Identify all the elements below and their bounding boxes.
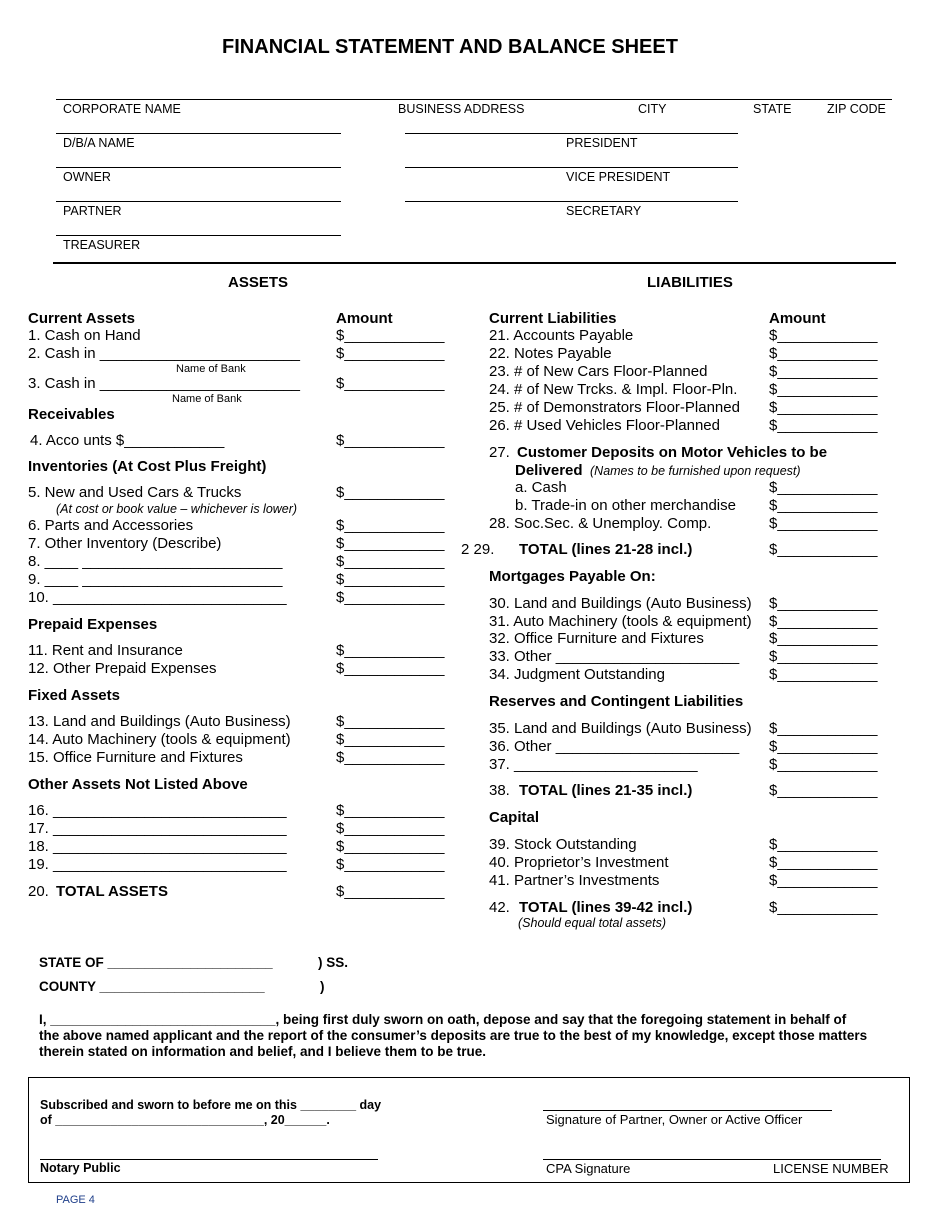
- subscribed-line-1[interactable]: Subscribed and sworn to before me on this ________ day: [40, 1098, 382, 1112]
- liability-amount-25[interactable]: $____________: [769, 399, 878, 416]
- asset-line-20-number: 20.: [28, 883, 49, 900]
- liability-line-42-note: (Should equal total assets): [518, 916, 667, 930]
- liability-line-24: 24. # of New Trcks. & Impl. Floor-Pln.: [489, 381, 738, 398]
- liability-line-27a: a. Cash: [515, 479, 567, 496]
- asset-amount-3[interactable]: $____________: [336, 375, 445, 392]
- label-zip: ZIP CODE: [827, 102, 886, 116]
- liability-line-31: 31. Auto Machinery (tools & equipment): [489, 613, 752, 630]
- county-paren: ): [320, 979, 325, 994]
- label-city: CITY: [638, 102, 667, 116]
- liability-amount-24[interactable]: $____________: [769, 381, 878, 398]
- other-assets-heading: Other Assets Not Listed Above: [28, 776, 248, 793]
- asset-line-15: 15. Office Furniture and Fixtures: [28, 749, 243, 766]
- notary-signature-line[interactable]: [40, 1159, 378, 1160]
- liability-line-38-number: 38.: [489, 782, 510, 799]
- liability-amount-37[interactable]: $____________: [769, 756, 878, 773]
- label-owner: OWNER: [63, 170, 111, 184]
- label-dba: D/B/A NAME: [63, 136, 135, 150]
- liability-amount-33[interactable]: $____________: [769, 648, 878, 665]
- liability-line-27-note: (Names to be furnished upon request): [590, 464, 801, 478]
- asset-line-13: 13. Land and Buildings (Auto Business): [28, 713, 291, 730]
- asset-line-2[interactable]: 2. Cash in ________________________: [28, 345, 300, 362]
- liability-amount-35[interactable]: $____________: [769, 720, 878, 737]
- asset-amount-1[interactable]: $____________: [336, 327, 445, 344]
- oath-statement-line-2: the above named applicant and the report of the consumer’s deposits are true to the best of my knowledge, except those matters: [39, 1028, 868, 1043]
- license-number-label: LICENSE NUMBER: [773, 1161, 889, 1176]
- liability-line-36[interactable]: 36. Other ______________________: [489, 738, 740, 755]
- label-partner: PARTNER: [63, 204, 122, 218]
- name-of-bank-label-1: Name of Bank: [176, 363, 246, 375]
- asset-amount-7[interactable]: $____________: [336, 535, 445, 552]
- asset-line-17[interactable]: 17. ____________________________: [28, 820, 287, 837]
- label-president: PRESIDENT: [566, 136, 638, 150]
- asset-line-1: 1. Cash on Hand: [28, 327, 141, 344]
- asset-amount-8[interactable]: $____________: [336, 553, 445, 570]
- asset-line-8[interactable]: 8. ____ ________________________: [28, 553, 283, 570]
- cpa-signature-line[interactable]: [543, 1159, 881, 1160]
- asset-amount-10[interactable]: $____________: [336, 589, 445, 606]
- asset-amount-18[interactable]: $____________: [336, 838, 445, 855]
- label-treasurer: TREASURER: [63, 238, 141, 252]
- asset-line-16[interactable]: 16. ____________________________: [28, 802, 287, 819]
- liability-line-30: 30. Land and Buildings (Auto Business): [489, 595, 752, 612]
- liability-amount-31[interactable]: $____________: [769, 613, 878, 630]
- asset-amount-14[interactable]: $____________: [336, 731, 445, 748]
- asset-line-6: 6. Parts and Accessories: [28, 517, 194, 534]
- capital-heading: Capital: [489, 809, 540, 826]
- asset-amount-17[interactable]: $____________: [336, 820, 445, 837]
- label-corporate-name: CORPORATE NAME: [63, 102, 181, 116]
- current-liabilities-heading: Current Liabilities: [489, 310, 617, 327]
- page-title: FINANCIAL STATEMENT AND BALANCE SHEET: [222, 36, 678, 58]
- liability-line-25: 25. # of Demonstrators Floor-Planned: [489, 399, 740, 416]
- notary-public-label: Notary Public: [40, 1161, 121, 1175]
- officer-signature-label: Signature of Partner, Owner or Active Officer: [546, 1112, 803, 1127]
- dba-line[interactable]: [56, 133, 341, 134]
- liability-line-29-number: 2 29.: [461, 541, 495, 558]
- asset-amount-19[interactable]: $____________: [336, 856, 445, 873]
- asset-amount-5[interactable]: $____________: [336, 484, 445, 501]
- prepaid-heading: Prepaid Expenses: [28, 616, 158, 633]
- liability-amount-27a[interactable]: $____________: [769, 479, 878, 496]
- liability-amount-30[interactable]: $____________: [769, 595, 878, 612]
- liability-line-26: 26. # Used Vehicles Floor-Planned: [489, 417, 720, 434]
- liability-line-37[interactable]: 37. ______________________: [489, 756, 698, 773]
- asset-amount-11[interactable]: $____________: [336, 642, 445, 659]
- asset-amount-16[interactable]: $____________: [336, 802, 445, 819]
- current-assets-heading: Current Assets: [28, 310, 135, 327]
- liability-line-27b: b. Trade-in on other merchandise: [515, 497, 736, 514]
- liability-amount-26[interactable]: $____________: [769, 417, 878, 434]
- owner-line[interactable]: [56, 167, 341, 168]
- liabilities-amount-heading: Amount: [769, 310, 826, 327]
- total-assets-amount[interactable]: $____________: [336, 883, 445, 900]
- liability-amount-39[interactable]: $____________: [769, 836, 878, 853]
- partner-line[interactable]: [56, 201, 341, 202]
- asset-line-9[interactable]: 9. ____ ________________________: [28, 571, 283, 588]
- state-of-field[interactable]: STATE OF ______________________: [39, 955, 273, 970]
- liability-line-28: 28. Soc.Sec. & Unemploy. Comp.: [489, 515, 712, 532]
- liability-amount-34[interactable]: $____________: [769, 666, 878, 683]
- label-business-address: BUSINESS ADDRESS: [398, 102, 525, 116]
- liability-line-21: 21. Accounts Payable: [489, 327, 634, 344]
- liability-line-38-label: TOTAL (lines 21-35 incl.): [519, 782, 693, 799]
- subscribed-line-2[interactable]: of ______________________________, 20______.: [40, 1113, 330, 1127]
- asset-amount-4[interactable]: $____________: [336, 432, 445, 449]
- name-of-bank-label-2: Name of Bank: [172, 393, 242, 405]
- liability-amount-41[interactable]: $____________: [769, 872, 878, 889]
- asset-line-14: 14. Auto Machinery (tools & equipment): [28, 731, 291, 748]
- label-vice-president: VICE PRESIDENT: [566, 170, 671, 184]
- assets-heading: ASSETS: [228, 274, 289, 291]
- oath-statement-line-3: therein stated on information and belief, and I believe them to be true.: [39, 1044, 487, 1059]
- mortgages-heading: Mortgages Payable On:: [489, 568, 656, 585]
- liability-line-42-number: 42.: [489, 899, 510, 916]
- liability-amount-21[interactable]: $____________: [769, 327, 878, 344]
- asset-line-3[interactable]: 3. Cash in ________________________: [28, 375, 300, 392]
- asset-line-12: 12. Other Prepaid Expenses: [28, 660, 217, 677]
- asset-line-5-note: (At cost or book value – whichever is lower): [56, 502, 298, 516]
- asset-amount-9[interactable]: $____________: [336, 571, 445, 588]
- liability-amount-38[interactable]: $____________: [769, 782, 878, 799]
- secretary-line[interactable]: [405, 201, 738, 202]
- receivables-heading: Receivables: [28, 406, 115, 423]
- oath-statement-line-1[interactable]: I, ______________________________, being first duly sworn on oath, depose and say that the foregoing statement in behalf of: [39, 1012, 847, 1027]
- total-assets-label: TOTAL ASSETS: [56, 883, 168, 900]
- liability-amount-28[interactable]: $____________: [769, 515, 878, 532]
- asset-line-19[interactable]: 19. ____________________________: [28, 856, 287, 873]
- liability-line-42-label: TOTAL (lines 39-42 incl.): [519, 899, 693, 916]
- liability-amount-27b[interactable]: $____________: [769, 497, 878, 514]
- liability-amount-32[interactable]: $____________: [769, 630, 878, 647]
- asset-line-7: 7. Other Inventory (Describe): [28, 535, 222, 552]
- asset-amount-6[interactable]: $____________: [336, 517, 445, 534]
- liability-line-23: 23. # of New Cars Floor-Planned: [489, 363, 708, 380]
- label-secretary: SECRETARY: [566, 204, 642, 218]
- liability-amount-22[interactable]: $____________: [769, 345, 878, 362]
- asset-amount-13[interactable]: $____________: [336, 713, 445, 730]
- liability-line-27-label-2: Delivered: [515, 462, 583, 479]
- liability-amount-36[interactable]: $____________: [769, 738, 878, 755]
- asset-amount-15[interactable]: $____________: [336, 749, 445, 766]
- president-line[interactable]: [405, 133, 738, 134]
- liabilities-heading: LIABILITIES: [647, 274, 733, 291]
- liability-line-22: 22. Notes Payable: [489, 345, 612, 362]
- liability-line-40: 40. Proprietor’s Investment: [489, 854, 669, 871]
- liability-line-33[interactable]: 33. Other ______________________: [489, 648, 740, 665]
- liability-line-34: 34. Judgment Outstanding: [489, 666, 665, 683]
- liability-amount-40[interactable]: $____________: [769, 854, 878, 871]
- liability-amount-42[interactable]: $____________: [769, 899, 878, 916]
- asset-line-4[interactable]: 4. Acco unts $____________: [30, 432, 225, 449]
- asset-line-11: 11. Rent and Insurance: [28, 642, 183, 659]
- inventories-heading: Inventories (At Cost Plus Freight): [28, 458, 267, 475]
- liability-line-27-number: 27.: [489, 444, 510, 461]
- officer-signature-line[interactable]: [543, 1110, 832, 1111]
- liability-line-41: 41. Partner’s Investments: [489, 872, 660, 889]
- liability-line-35: 35. Land and Buildings (Auto Business): [489, 720, 752, 737]
- liability-line-29-label: TOTAL (lines 21-28 incl.): [519, 541, 693, 558]
- header-rule-1: [56, 99, 892, 100]
- page-number: PAGE 4: [56, 1194, 95, 1206]
- asset-line-10[interactable]: 10. ____________________________: [28, 589, 287, 606]
- asset-line-18[interactable]: 18. ____________________________: [28, 838, 287, 855]
- ss-label: ) SS.: [318, 955, 349, 970]
- liability-line-39: 39. Stock Outstanding: [489, 836, 637, 853]
- vice-president-line[interactable]: [405, 167, 738, 168]
- asset-line-5: 5. New and Used Cars & Trucks: [28, 484, 242, 501]
- liability-line-27-label: Customer Deposits on Motor Vehicles to be: [517, 444, 828, 461]
- label-state: STATE: [753, 102, 792, 116]
- section-divider: [53, 262, 896, 264]
- liability-amount-23[interactable]: $____________: [769, 363, 878, 380]
- liability-line-32: 32. Office Furniture and Fixtures: [489, 630, 704, 647]
- county-field[interactable]: COUNTY ______________________: [39, 979, 265, 994]
- assets-amount-heading: Amount: [336, 310, 393, 327]
- liability-amount-29[interactable]: $____________: [769, 541, 878, 558]
- cpa-signature-label: CPA Signature: [546, 1161, 631, 1176]
- treasurer-line[interactable]: [56, 235, 341, 236]
- asset-amount-2[interactable]: $____________: [336, 345, 445, 362]
- asset-amount-12[interactable]: $____________: [336, 660, 445, 677]
- fixed-assets-heading: Fixed Assets: [28, 687, 120, 704]
- reserves-heading: Reserves and Contingent Liabilities: [489, 693, 744, 710]
